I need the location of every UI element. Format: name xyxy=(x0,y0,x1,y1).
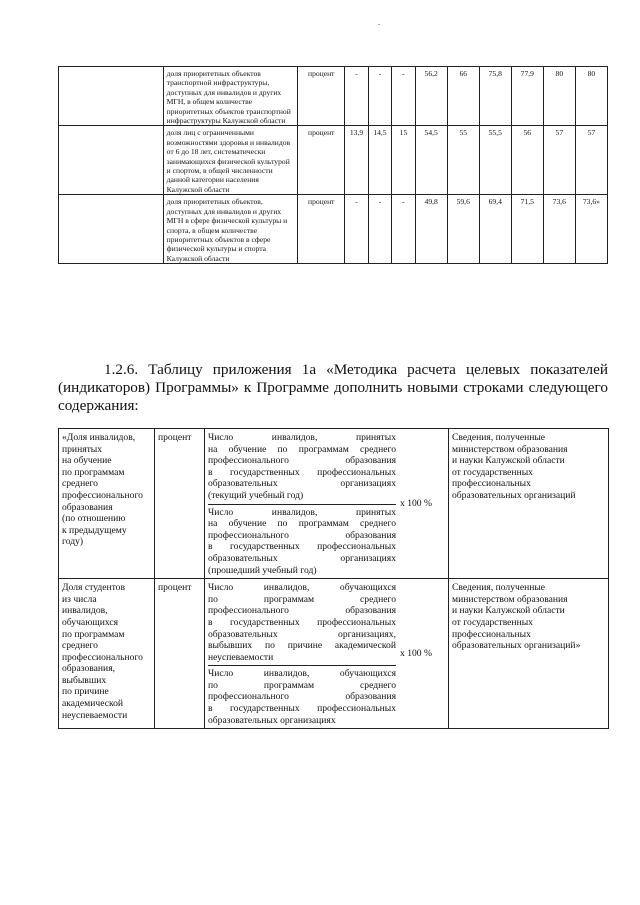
calculation-formula xyxy=(205,579,449,729)
formula-line: образовательных организациях xyxy=(208,714,336,726)
indicator-value: 56,2 xyxy=(415,67,447,126)
formula-line: (текущий учебный год) xyxy=(208,489,304,501)
formula-line: в государственных профессиональных xyxy=(208,466,396,478)
header-mark: . xyxy=(378,18,380,27)
indicator-name: доля приоритетных объектов, доступных для инвалидов и других МГН в сфере физической культуры и спорта, в общем количестве приоритетных объектов в сфере физической культуры и спорта Калужской области xyxy=(163,195,298,264)
indicators-table xyxy=(58,66,608,264)
formula-line: неуспеваемости xyxy=(208,651,274,663)
indicator-value: 77,9 xyxy=(511,67,543,126)
indicator-value: 73,6 xyxy=(543,195,575,264)
indicator-unit: процент xyxy=(298,67,345,126)
indicator-value: 56 xyxy=(511,126,543,195)
row-blank-cell xyxy=(59,126,164,195)
formula-line: в государственных профессиональных xyxy=(208,541,396,553)
row-blank-cell xyxy=(59,195,164,264)
formula-line: по программам среднего xyxy=(208,679,396,691)
formula-numerator xyxy=(208,432,396,505)
indicator-value: 57 xyxy=(575,126,607,195)
indicator-value: 75,8 xyxy=(479,67,511,126)
formula-line: Число инвалидов, обучающихся xyxy=(208,582,396,594)
indicator-value: 13,9 xyxy=(345,126,368,195)
formula-line: образовательных организациях, xyxy=(208,628,396,640)
indicator-value: 80 xyxy=(575,67,607,126)
indicator-name: доля приоритетных объектов транспортной инфраструктуры, доступных для инвалидов и других МГН, в общем количестве приоритетных объектов транспортной инфраструктуры Калужской области xyxy=(163,67,298,126)
data-source: Сведения, полученные министерством образования и науки Калужской области от государственных профессиональных образовательных организаций xyxy=(449,429,609,579)
formula-line: Число инвалидов, принятых xyxy=(208,506,396,518)
methodology-row xyxy=(59,429,609,579)
amendment-text: 1.2.6. Таблицу приложения 1а «Методика расчета целевых показателей (индикаторов) Программы» к Программе дополнить новыми строками следующего содержания: xyxy=(58,361,608,414)
indicator-title: Доля студентов из числа инвалидов, обучающихся по программам среднего профессионального образования, выбывших по причине академической неуспеваемости xyxy=(59,579,155,729)
indicator-value: 73,6» xyxy=(575,195,607,264)
formula-line: Число инвалидов, принятых xyxy=(208,432,396,443)
multiplier-label: x 100 % xyxy=(400,648,432,660)
indicator-unit: процент xyxy=(155,579,205,729)
formula-line: (прошедший учебный год) xyxy=(208,564,317,576)
formula-line: образовательных организациях xyxy=(208,478,396,490)
indicator-value: 80 xyxy=(543,67,575,126)
indicator-value: - xyxy=(345,67,368,126)
indicator-unit: процент xyxy=(298,195,345,264)
indicator-value: - xyxy=(392,195,415,264)
indicator-row xyxy=(59,195,608,264)
formula-line: на обучение по программам среднего xyxy=(208,518,396,530)
formula-denominator xyxy=(208,668,396,726)
amendment-paragraph xyxy=(58,361,608,415)
row-blank-cell xyxy=(59,67,164,126)
indicator-value: 71,5 xyxy=(511,195,543,264)
indicator-unit: процент xyxy=(298,126,345,195)
indicator-value: 55,5 xyxy=(479,126,511,195)
formula-line: выбывших по причине академической xyxy=(208,640,396,652)
formula-line: профессионального образования xyxy=(208,605,396,617)
methodology-table xyxy=(58,428,609,729)
indicator-row xyxy=(59,126,608,195)
formula-line: на обучение по программам среднего xyxy=(208,443,396,455)
formula-line: образовательных организациях xyxy=(208,552,396,564)
formula-line: профессионального образования xyxy=(208,529,396,541)
methodology-row xyxy=(59,579,609,729)
formula-line: в государственных профессиональных xyxy=(208,616,396,628)
indicator-value: 66 xyxy=(447,67,479,126)
indicator-name: доля лиц с ограниченными возможностями здоровья и инвалидов от 6 до 18 лет, систематически занимающихся физической культурой и спортом, в общей численности данной категории населения Калужской области xyxy=(163,126,298,195)
indicator-value: 55 xyxy=(447,126,479,195)
formula-line: по программам среднего xyxy=(208,593,396,605)
formula-line: профессионального образования xyxy=(208,691,396,703)
indicator-value: 59,6 xyxy=(447,195,479,264)
indicator-value: - xyxy=(345,195,368,264)
formula-line: Число инвалидов, обучающихся xyxy=(208,668,396,680)
formula-numerator xyxy=(208,582,396,666)
indicator-value: - xyxy=(368,67,391,126)
indicator-value: - xyxy=(368,195,391,264)
indicator-value: 49,8 xyxy=(415,195,447,264)
multiplier-label: x 100 % xyxy=(400,498,432,510)
indicator-value: - xyxy=(392,67,415,126)
indicator-value: 57 xyxy=(543,126,575,195)
indicator-title: «Доля инвалидов, принятых на обучение по программам среднего профессионального образования (по отношению к предыдущему году) xyxy=(59,429,155,579)
indicator-value: 15 xyxy=(392,126,415,195)
indicator-value: 14,5 xyxy=(368,126,391,195)
indicator-unit: процент xyxy=(155,429,205,579)
calculation-formula xyxy=(205,429,449,579)
formula-denominator xyxy=(208,507,396,577)
formula-line: профессионального образования xyxy=(208,455,396,467)
indicator-value: 69,4 xyxy=(479,195,511,264)
indicator-value: 54,5 xyxy=(415,126,447,195)
data-source: Сведения, полученные министерством образования и науки Калужской области от государственных профессиональных образовательных организаций» xyxy=(449,579,609,729)
indicator-row xyxy=(59,67,608,126)
formula-line: в государственных профессиональных xyxy=(208,703,396,715)
